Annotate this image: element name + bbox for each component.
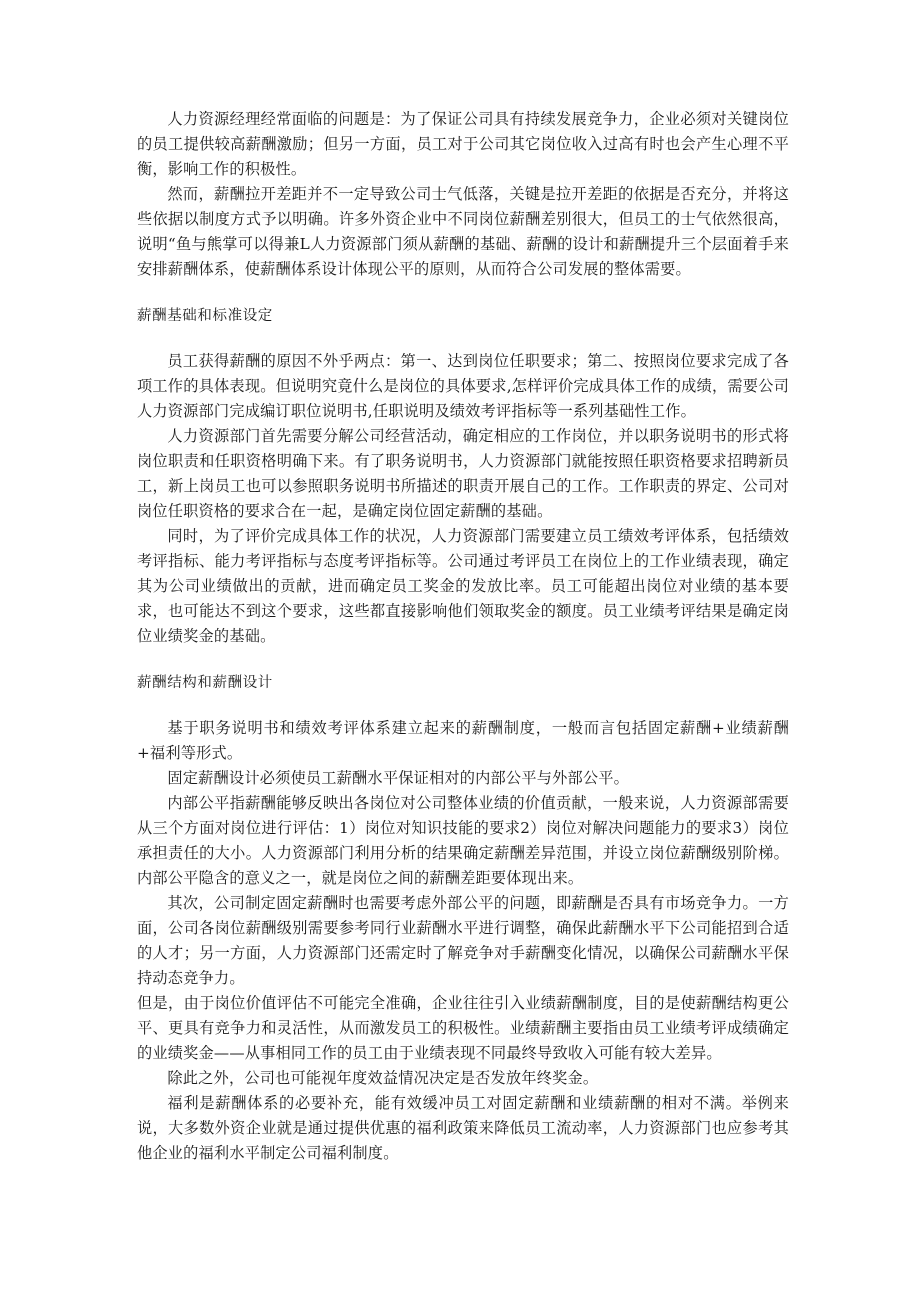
spacer [137, 282, 789, 304]
intro-paragraph-1: 人力资源经理经常面临的问题是：为了保证公司具有持续发展竞争力，企业必须对关键岗位的员工提供较高薪酬激励；但另一方面，员工对于公司其它岗位收入过高有时也会产生心理不平衡，影响工作的积极性。 [137, 110, 789, 178]
spacer [137, 696, 789, 716]
section1-paragraph-1: 员工获得薪酬的原因不外乎两点：第一、达到岗位任职要求；第二、按照岗位要求完成了各项工作的具体表现。但说明究竟什么是岗位的具体要求,怎样评价完成具体工作的成绩，需要公司人力资源部门完成编订职位说明书,任职说明及绩效考评指标等一系列基础性工作。 [137, 352, 789, 420]
spacer [137, 329, 789, 349]
section2-paragraph-2: 固定薪酬设计必须使员工薪酬水平保证相对的内部公平与外部公平。 [167, 769, 630, 787]
section2-paragraph-7: 福利是薪酬体系的必要补充，能有效缓冲员工对固定薪酬和业绩薪酬的相对不满。举例来说，大多数外资企业就是通过提供优惠的福利政策来降低员工流动率，人力资源部门也应参考其他企业的福利水平制定公司福利制度。 [137, 1094, 789, 1162]
intro-paragraph-2: 然而，薪酬拉开差距并不一定导致公司士气低落，关键是拉开差距的依据是否充分，并将这些依据以制度方式予以明确。许多外资企业中不同岗位薪酬差别很大，但员工的士气依然很高，说明“鱼与熊掌可以得兼L人力资源部门须从薪酬的基础、薪酬的设计和薪酬提升三个层面着手来安排薪酬体系，使薪酬体系设计体现公平的原则，从而符合公司发展的整体需要。 [137, 185, 789, 278]
section2-paragraph-5: 但是，由于岗位价值评估不可能完全准确，企业往往引入业绩薪酬制度，目的是使薪酬结构更公平、更具有竞争力和灵活性，从而激发员工的积极性。业绩薪酬主要指由员工业绩考评成绩确定的业绩奖金——从事相同工作的员工由于业绩表现不同最终导致收入可能有较大差异。 [137, 994, 789, 1062]
section2-paragraph-3: 内部公平指薪酬能够反映出各岗位对公司整体业绩的价值贡献，一般来说，人力资源部需要从三个方面对岗位进行评估：1）岗位对知识技能的要求2）岗位对解决问题能力的要求3）岗位承担责任的大小。人力资源部门利用分析的结果确定薪酬差异范围，并设立岗位薪酬级别阶梯。内部公平隐含的意义之一，就是岗位之间的薪酬差距要体现出来。 [137, 794, 789, 887]
spacer [137, 649, 789, 671]
section-heading-salary-structure: 薪酬结构和薪酬设计 [137, 675, 273, 691]
document-body [137, 107, 789, 1166]
section2-paragraph-1: 基于职务说明书和绩效考评体系建立起来的薪酬制度，一般而言包括固定薪酬+业绩薪酬+福利等形式。 [137, 719, 789, 762]
section1-paragraph-3: 同时，为了评价完成具体工作的状况，人力资源部门需要建立员工绩效考评体系，包括绩效考评指标、能力考评指标与态度考评指标等。公司通过考评员工在岗位上的工作业绩表现，确定其为公司业绩做出的贡献，进而确定员工奖金的发放比率。员工可能超出岗位对业绩的基本要求，也可能达不到这个要求，这些都直接影响他们领取奖金的额度。员工业绩考评结果是确定岗位业绩奖金的基础。 [137, 527, 789, 645]
section2-paragraph-6: 除此之外，公司也可能视年度效益情况决定是否发放年终奖金。 [167, 1069, 599, 1087]
section1-paragraph-2: 人力资源部门首先需要分解公司经营活动，确定相应的工作岗位，并以职务说明书的形式将岗位职责和任职资格明确下来。有了职务说明书，人力资源部门就能按照任职资格要求招聘新员工，新上岗员工也可以参照职务说明书所描述的职责开展自己的工作。工作职责的界定、公司对岗位任职资格的要求合在一起，是确定岗位固定薪酬的基础。 [137, 427, 789, 520]
section2-paragraph-4: 其次，公司制定固定薪酬时也需要考虑外部公平的问题，即薪酬是否具有市场竞争力。一方面，公司各岗位薪酬级别需要参考同行业薪酬水平进行调整，确保此薪酬水平下公司能招到合适的人才；另一方面，人力资源部门还需定时了解竞争对手薪酬变化情况，以确保公司薪酬水平保持动态竞争力。 [137, 894, 789, 987]
section-heading-salary-basis: 薪酬基础和标准设定 [137, 308, 273, 324]
